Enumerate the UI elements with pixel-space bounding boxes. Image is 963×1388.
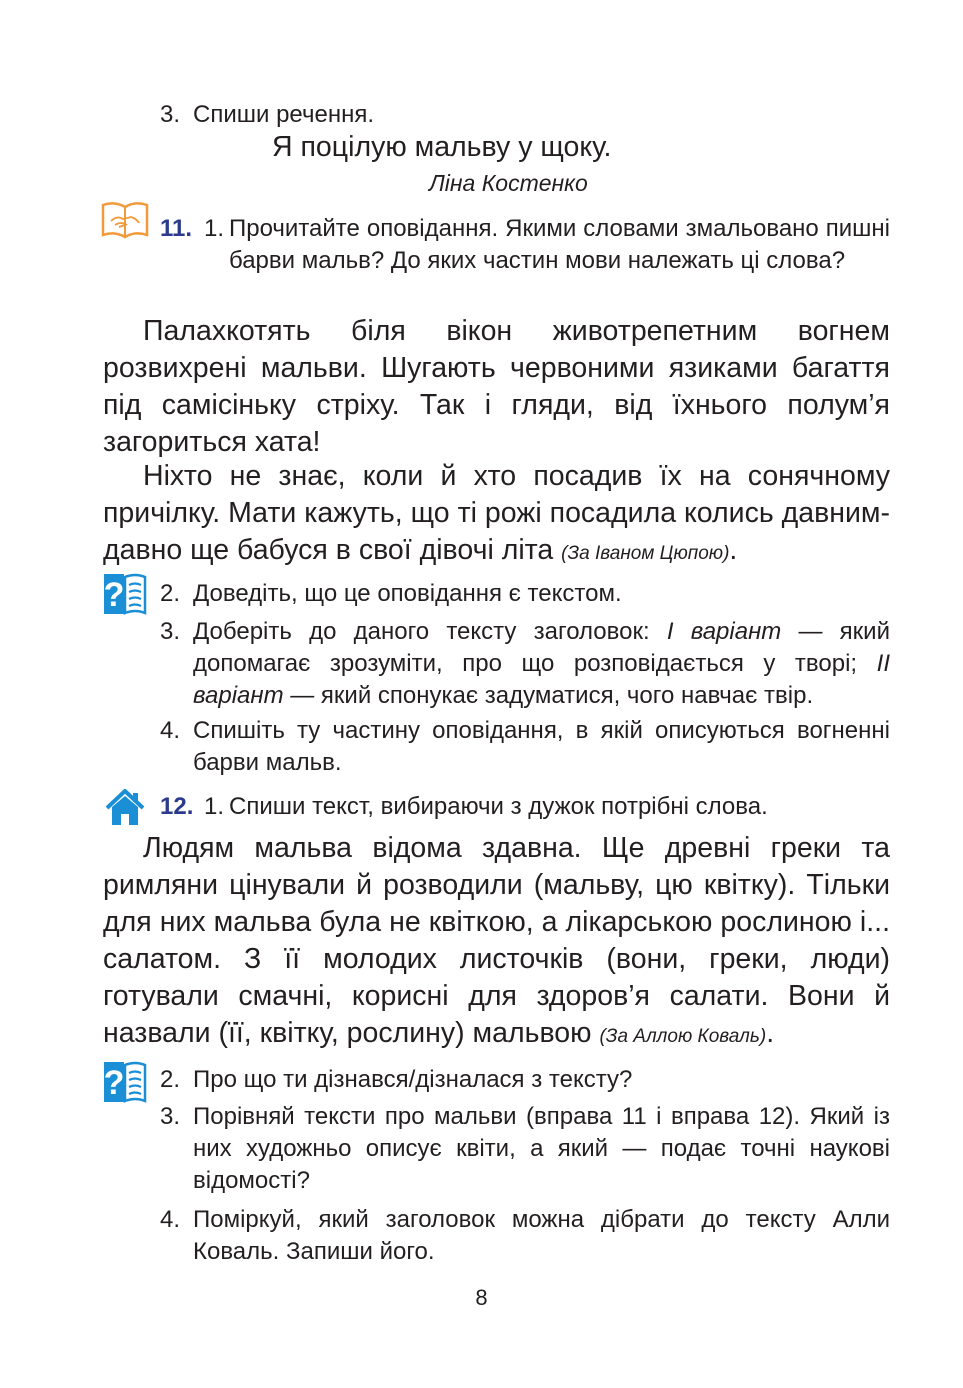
list-item: [160, 1064, 890, 1096]
item-number: 4.: [160, 1206, 181, 1233]
question-book-icon: [103, 573, 147, 615]
exercise-task: [204, 791, 890, 823]
exercise-task: [204, 213, 890, 277]
paragraph-body: Ніхто не знає, коли й хто посадив їх на сонячному причілку. Мати кажуть, що ті рожі посадила колись давним-давно ще бабуся в свої дівочі літа: [103, 460, 890, 566]
paragraph-body: Людям мальва відома здавна. Ще древні греки та римляни цінували й розводили (мальву, цю квітку). Тільки для них мальва була не квіткою, а лікарською рослиною і... салатом. З її молодих листочків (вони, греки, люди) готували смачні, корисні для здоров’я салати. Вони й назвали (її, квітку, рослину) мальвою: [103, 832, 890, 1049]
text-paragraph: [103, 458, 890, 572]
source-citation: (За Іваном Цюпою): [561, 543, 730, 564]
question-book-icon: [103, 1061, 147, 1103]
quote: Я поцілую мальву у щоку.: [272, 131, 612, 163]
page-number: 8: [475, 1285, 488, 1310]
item-number: 3.: [160, 1103, 181, 1130]
paragraph-end: .: [766, 1017, 775, 1049]
list-item: [160, 99, 890, 131]
item-text: Порівняй тексти про мальви (вправа 11 і вправа 12). Який із них художньо описує квіти, а який — подає точні наукові відомості?: [193, 1103, 890, 1194]
task-text: Прочитайте оповідання. Якими словами змальовано пишні барви мальв? До яких частин мови належать ці слова?: [229, 215, 890, 274]
handshake-book-icon: [101, 201, 149, 241]
list-item: [160, 616, 890, 712]
item-text: Доведіть, що це оповідання є текстом.: [193, 580, 622, 607]
list-item: [160, 1204, 890, 1268]
house-icon: [105, 788, 145, 826]
variant-label: I варіант: [666, 618, 782, 645]
list-item: [160, 715, 890, 779]
text-part: — який спонукає задуматися, чого навчає твір.: [283, 682, 814, 709]
svg-text:?: ?: [103, 576, 125, 614]
text-part: Доберіть до даного тексту заголовок:: [193, 618, 667, 645]
svg-text:?: ?: [103, 1064, 125, 1102]
item-number: 2.: [160, 580, 181, 607]
task-number: 1.: [204, 793, 225, 820]
quote-author: Ліна Костенко: [429, 170, 588, 196]
item-number: 3.: [160, 618, 181, 645]
variant-label: II варіант: [193, 650, 890, 709]
item-text: Про що ти дізнався/дізналася з тексту?: [193, 1066, 633, 1093]
task-text: Спиши текст, вибираючи з дужок потрібні слова.: [229, 793, 768, 820]
item-text: [193, 616, 890, 712]
exercise-number: 11.: [160, 215, 193, 242]
item-number: 4.: [160, 717, 181, 744]
text-part: — який допомагає зрозуміти, про що розповідається у творі;: [193, 618, 890, 677]
item-number: 2.: [160, 1066, 181, 1093]
exercise-number: 12.: [160, 793, 194, 820]
text-paragraph: Палахкотять біля вікон животрепетним вогнем розвихрені мальви. Шугають червоними язиками багаття під самісіньку стріху. Так і гляди, від їхнього полум’я загориться хата!: [103, 315, 890, 458]
item-text: Спишіть ту частину оповідання, в якій описуються вогненні барви мальв.: [193, 717, 890, 776]
text-paragraph: [103, 830, 890, 1055]
item-text: Поміркуй, який заголовок можна дібрати до тексту Алли Коваль. Запиши його.: [193, 1206, 890, 1265]
list-item: [160, 578, 890, 610]
item-number: 3.: [160, 101, 181, 128]
list-item: [160, 1101, 890, 1197]
paragraph-end: .: [729, 534, 738, 566]
item-text: Спиши речення.: [193, 101, 374, 128]
source-citation: (За Аллою Коваль): [599, 1026, 767, 1047]
task-number: 1.: [204, 215, 225, 242]
